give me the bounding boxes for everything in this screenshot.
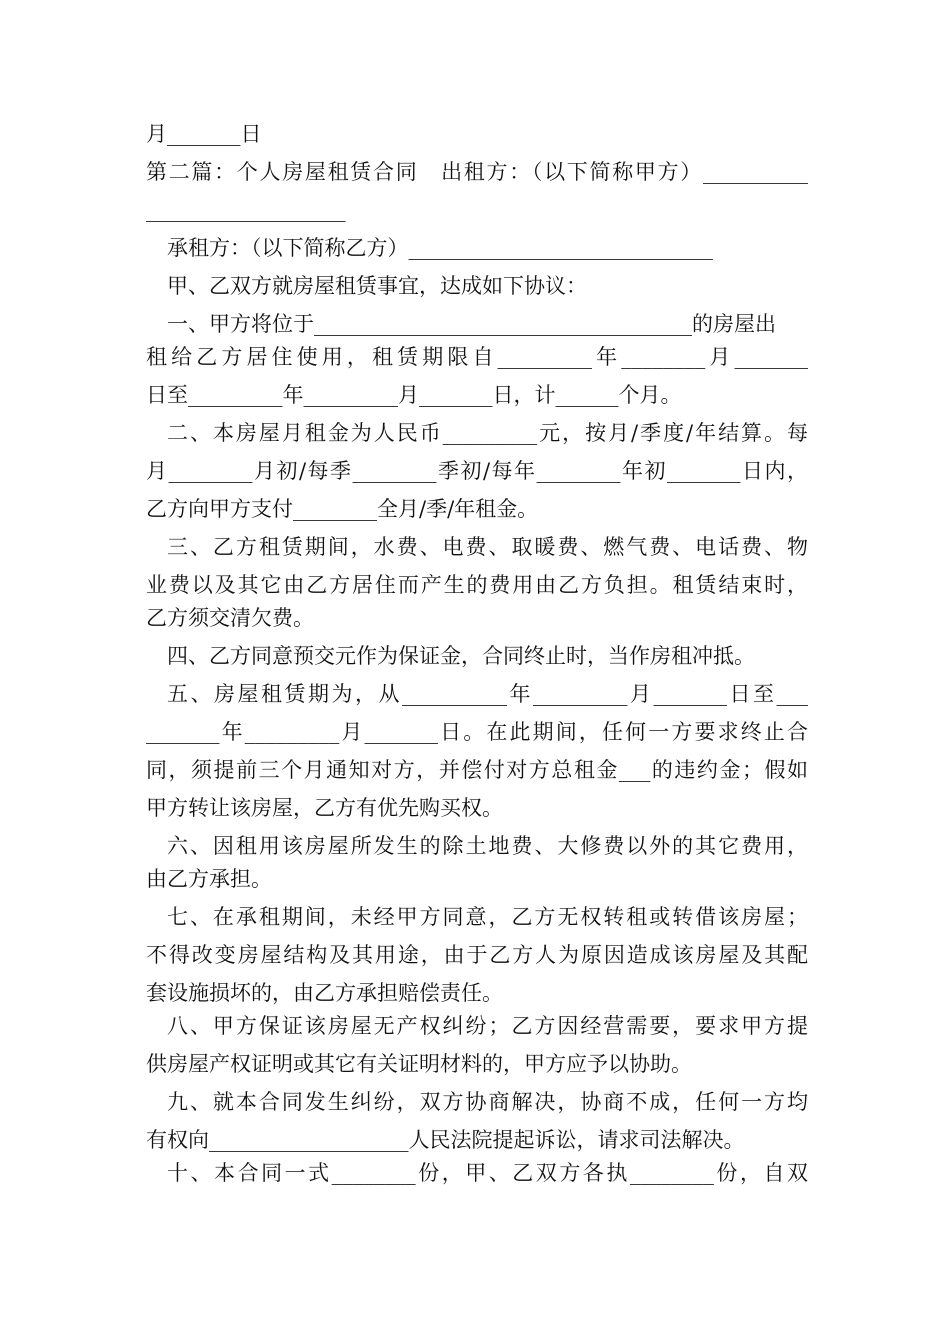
text-line: 九、就本合同发生纠纷，双方协商解决，协商不成，任何一方均 [167, 1090, 808, 1114]
text-line: 由乙方承担。 [146, 867, 272, 891]
text-line: 甲、乙双方就房屋租赁事宜，达成如下协议： [167, 274, 587, 298]
text-line: 业费以及其它由乙方居住而产生的费用由乙方负担。租赁结束时， [146, 573, 808, 597]
text-line: 三、乙方租赁期间，水费、电费、取暖费、燃气费、电话费、物 [167, 535, 808, 559]
text-line: 月_______日 [146, 122, 262, 146]
text-line: 同，须提前三个月通知对方，并偿付对方总租金___的违约金；假如 [146, 758, 808, 782]
text-line: 乙方向甲方支付________全月/季/年租金。 [146, 497, 539, 521]
text-line: 租给乙方居住使用，租赁期限自_________年________月_______ [146, 345, 808, 369]
text-line: 有权向___________________人民法院提起诉讼，请求司法解决。 [146, 1128, 745, 1152]
text-line: 日至_________年_________月_______日，计______个月。 [146, 383, 682, 407]
text-line: ___________________ [146, 198, 346, 222]
text-line: 七、在承租期间，未经甲方同意，乙方无权转租或转借该房屋； [167, 905, 808, 929]
text-line: 五、房屋租赁期为，从__________年_________月_______日至___ [167, 682, 808, 706]
text-line: 套设施损坏的，由乙方承担赔偿责任。 [146, 981, 503, 1005]
text-line: _______年_________月_______日。在此期间，任何一方要求终止合 [146, 720, 808, 744]
text-line: 二、本房屋月租金为人民币_________元，按月/季度/年结算。每 [167, 421, 808, 445]
text-line: 不得改变房屋结构及其用途，由于乙方人为原因造成该房屋及其配 [146, 943, 808, 967]
text-line: 供房屋产权证明或其它有关证明材料的，甲方应予以协助。 [146, 1052, 692, 1076]
text-line: 月________月初/每季________季初/每年________年初_______日内， [146, 459, 808, 483]
text-line: 承租方：（以下简称乙方）_____________________________ [167, 236, 713, 260]
text-line: 十、本合同一式________份，甲、乙双方各执________份，自双 [167, 1161, 808, 1185]
text-line: 乙方须交清欠费。 [146, 606, 314, 630]
text-line: 甲方转让该房屋，乙方有优先购买权。 [146, 796, 503, 820]
text-line: 六、因租用该房屋所发生的除土地费、大修费以外的其它费用， [167, 834, 808, 858]
text-line: 第二篇：个人房屋租赁合同 出租方：（以下简称甲方）__________ [146, 160, 808, 184]
text-line: 一、甲方将位于____________________________________的房屋出 [167, 312, 776, 336]
text-line: 八、甲方保证该房屋无产权纠纷；乙方因经营需要，要求甲方提 [167, 1014, 808, 1038]
text-line: 四、乙方同意预交元作为保证金，合同终止时，当作房租冲抵。 [167, 644, 755, 668]
